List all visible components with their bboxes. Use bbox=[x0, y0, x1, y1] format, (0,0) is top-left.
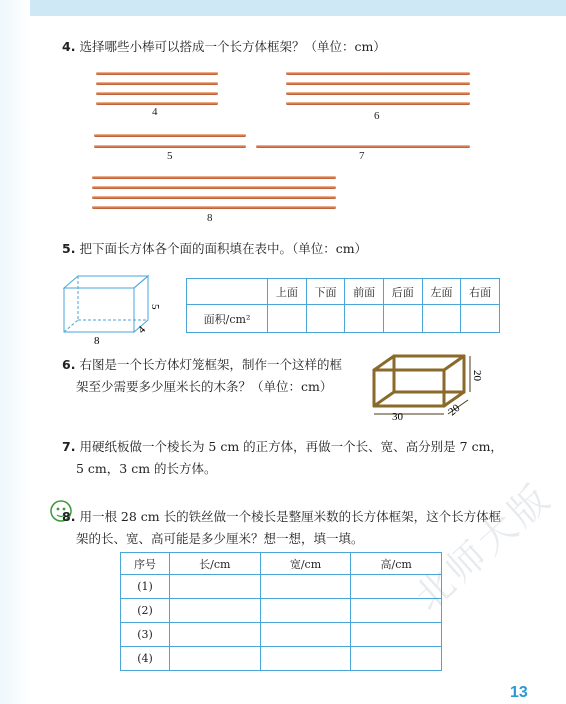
stick bbox=[96, 92, 218, 95]
stick bbox=[286, 102, 470, 105]
cuboid-diagram bbox=[58, 268, 170, 348]
question-text-line1: 右图是一个长方体灯笼框架，制作一个这样的框 bbox=[79, 357, 342, 372]
height-label: 20 bbox=[471, 370, 483, 381]
table-header-cell: 宽/cm bbox=[260, 553, 351, 575]
question-text-line2: 架至少需要多少厘米长的木条？（单位：cm） bbox=[76, 379, 333, 394]
question-5 bbox=[62, 238, 367, 260]
question-4 bbox=[62, 36, 386, 58]
table-row bbox=[121, 647, 442, 671]
stick bbox=[92, 196, 336, 199]
table-header-row bbox=[121, 553, 442, 575]
question-text-line1: 用硬纸板做一个棱长为 5 cm 的正方体，再做一个长、宽、高分别是 7 cm， bbox=[79, 439, 503, 454]
table-header-cell: 左面 bbox=[422, 279, 461, 305]
answer-cell[interactable] bbox=[260, 599, 351, 623]
page-number: 13 bbox=[510, 684, 528, 701]
question-text-line1: 用一根 28 cm 长的铁丝做一个棱长是整厘米数的长方体框架，这个长方体框 bbox=[79, 509, 502, 524]
table-row bbox=[121, 623, 442, 647]
stick bbox=[96, 72, 218, 75]
question-text: 把下面长方体各个面的面积填在表中。（单位：cm） bbox=[79, 241, 368, 256]
answer-cell[interactable] bbox=[351, 647, 442, 671]
row-index: (4) bbox=[121, 647, 170, 671]
stick bbox=[286, 72, 470, 75]
table-header-cell: 序号 bbox=[121, 553, 170, 575]
dimensions-table bbox=[120, 552, 442, 671]
stick bbox=[96, 82, 218, 85]
table-header-cell: 右面 bbox=[461, 279, 500, 305]
stick bbox=[92, 206, 336, 209]
table-header-row bbox=[187, 279, 500, 305]
stick-label: 8 bbox=[207, 212, 213, 224]
stick bbox=[94, 145, 246, 148]
stick-label: 4 bbox=[152, 106, 158, 118]
row-index: (2) bbox=[121, 599, 170, 623]
left-margin-band bbox=[0, 0, 30, 704]
table-header-cell: 前面 bbox=[345, 279, 384, 305]
row-label: 面积/cm² bbox=[187, 305, 268, 333]
stick-label: 7 bbox=[359, 150, 365, 162]
lantern-frame-diagram bbox=[364, 344, 492, 424]
top-band bbox=[0, 0, 566, 16]
table-header-cell: 下面 bbox=[306, 279, 345, 305]
row-index: (3) bbox=[121, 623, 170, 647]
answer-cell[interactable] bbox=[260, 623, 351, 647]
answer-cell[interactable] bbox=[268, 305, 307, 333]
question-text: 选择哪些小棒可以搭成一个长方体框架？（单位：cm） bbox=[79, 39, 386, 54]
answer-cell[interactable] bbox=[170, 647, 261, 671]
stick-label: 6 bbox=[374, 110, 380, 122]
question-number: 8. bbox=[62, 509, 76, 524]
question-text-line2: 5 cm，3 cm 的长方体。 bbox=[76, 461, 217, 476]
answer-cell[interactable] bbox=[260, 647, 351, 671]
question-number: 4. bbox=[62, 39, 76, 54]
answer-cell[interactable] bbox=[170, 623, 261, 647]
publisher-watermark: 北师大版 bbox=[406, 474, 561, 620]
question-number: 6. bbox=[62, 357, 76, 372]
table-row bbox=[121, 575, 442, 599]
stick bbox=[92, 186, 336, 189]
question-7 bbox=[62, 436, 512, 480]
table-header-cell: 高/cm bbox=[351, 553, 442, 575]
question-number: 5. bbox=[62, 241, 76, 256]
table-header-cell: 上面 bbox=[268, 279, 307, 305]
stick bbox=[94, 134, 246, 137]
width-label: 4 bbox=[135, 323, 149, 337]
table-header-cell: 后面 bbox=[383, 279, 422, 305]
answer-cell[interactable] bbox=[345, 305, 384, 333]
question-text-line2: 架的长、宽、高可能是多少厘米？想一想，填一填。 bbox=[76, 531, 364, 546]
answer-cell[interactable] bbox=[170, 575, 261, 599]
stick-label: 5 bbox=[167, 150, 173, 162]
answer-cell[interactable] bbox=[422, 305, 461, 333]
table-row bbox=[187, 305, 500, 333]
length-label: 30 bbox=[392, 411, 403, 423]
width-label: 20 bbox=[446, 402, 463, 419]
question-number: 7. bbox=[62, 439, 76, 454]
answer-cell[interactable] bbox=[260, 575, 351, 599]
answer-cell[interactable] bbox=[383, 305, 422, 333]
table-cell bbox=[187, 279, 268, 305]
area-table bbox=[186, 278, 500, 333]
table-row bbox=[121, 599, 442, 623]
answer-cell[interactable] bbox=[306, 305, 345, 333]
stick bbox=[286, 92, 470, 95]
height-label: 5 bbox=[149, 304, 161, 310]
table-header-cell: 长/cm bbox=[170, 553, 261, 575]
question-6 bbox=[62, 354, 372, 398]
length-label: 8 bbox=[94, 335, 100, 347]
row-index: (1) bbox=[121, 575, 170, 599]
stick bbox=[96, 102, 218, 105]
answer-cell[interactable] bbox=[170, 599, 261, 623]
stick bbox=[92, 176, 336, 179]
answer-cell[interactable] bbox=[351, 623, 442, 647]
stick bbox=[256, 145, 470, 148]
answer-cell[interactable] bbox=[461, 305, 500, 333]
stick bbox=[286, 82, 470, 85]
